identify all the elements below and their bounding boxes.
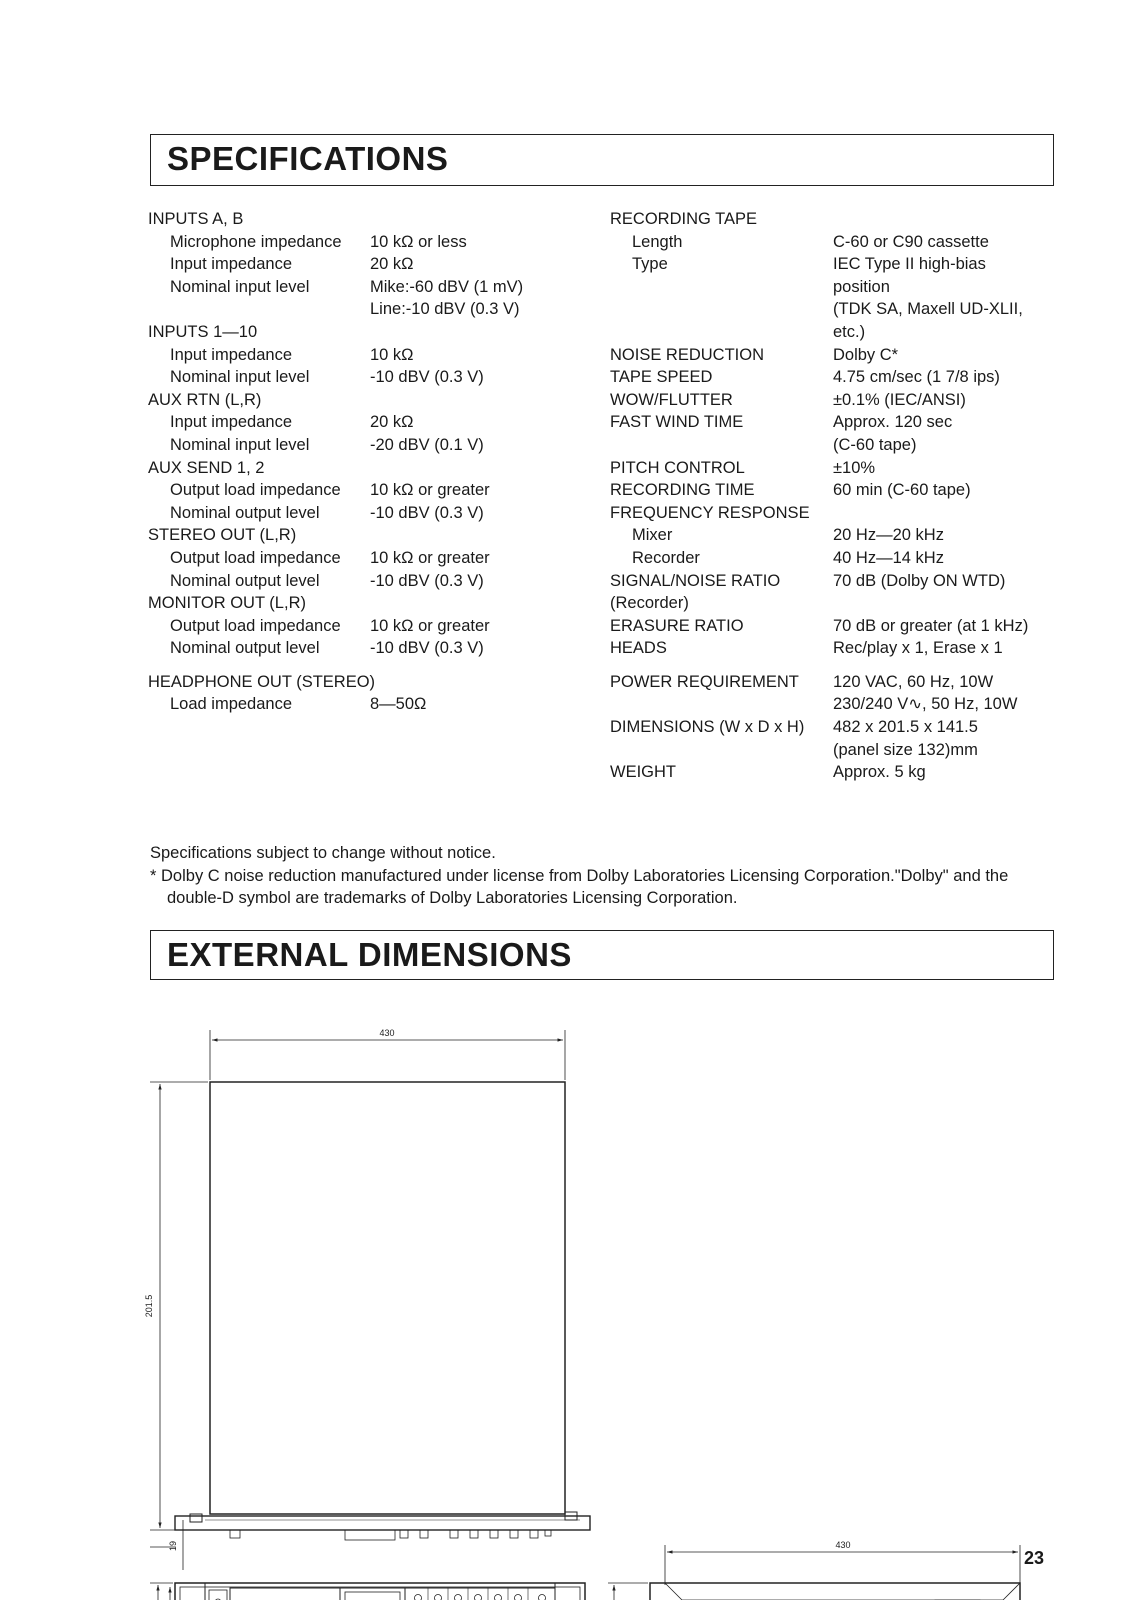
spec-label: Mixer <box>632 526 673 545</box>
spec-value: 40 Hz—14 kHz <box>833 548 944 567</box>
spec-value: 10 kΩ or less <box>370 232 467 251</box>
spec-value: C-60 or C90 cassette <box>833 232 989 251</box>
spec-label: Nominal output level <box>170 503 320 522</box>
spec-value: IEC Type II high-bias <box>833 255 986 274</box>
spec-value: -10 dBV (0.3 V) <box>370 639 484 658</box>
spec-value: 8—50Ω <box>370 695 427 714</box>
spec-value: ±10% <box>833 458 876 477</box>
spec-value: -10 dBV (0.3 V) <box>370 368 484 387</box>
spec-label: MONITOR OUT (L,R) <box>148 594 306 613</box>
rear-view-drawing <box>608 1545 1020 1600</box>
spec-value: (TDK SA, Maxell UD-XLII, <box>833 300 1023 319</box>
spec-value: 20 kΩ <box>370 255 414 274</box>
spec-label: Output load impedance <box>170 481 341 500</box>
spec-value: Approx. 120 sec <box>833 413 953 432</box>
spec-value: (panel size 132)mm <box>833 740 978 759</box>
knob-mark <box>415 1595 422 1600</box>
spec-value: etc.) <box>833 322 866 341</box>
spec-label: NOISE REDUCTION <box>610 345 765 364</box>
external-dimensions-title: EXTERNAL DIMENSIONS <box>167 936 572 973</box>
spec-label: INPUTS A, B <box>148 210 244 228</box>
spec-label: Input impedance <box>170 255 293 274</box>
spec-value: (C-60 tape) <box>833 435 917 454</box>
spec-label: RECORDING TIME <box>610 481 755 500</box>
spec-label: Type <box>632 255 668 274</box>
spec-label: STEREO OUT (L,R) <box>148 526 297 545</box>
spec-value: Mike:-60 dBV (1 mV) <box>370 277 524 296</box>
spec-label: Nominal output level <box>170 571 320 590</box>
spec-label: INPUTS 1—10 <box>148 322 258 341</box>
foot-height-label: 19 <box>168 1540 178 1552</box>
spec-label: Length <box>632 232 683 251</box>
front-view-drawing <box>150 1583 585 1600</box>
spec-label: PITCH CONTROL <box>610 458 745 477</box>
spec-value: Rec/play x 1, Erase x 1 <box>833 639 1003 658</box>
spec-value: 10 kΩ or greater <box>370 616 490 635</box>
spec-label: Microphone impedance <box>170 232 342 251</box>
knob-mark <box>455 1595 462 1600</box>
spec-value: 4.75 cm/sec (1 7/8 ips) <box>833 368 1000 387</box>
spec-label: WEIGHT <box>610 763 676 782</box>
spec-label: Recorder <box>632 548 700 567</box>
spec-label: (Recorder) <box>610 594 689 613</box>
spec-label: FREQUENCY RESPONSE <box>610 503 810 522</box>
spec-label: Load impedance <box>170 695 293 714</box>
dolby-note: * Dolby C noise reduction manufactured under license from Dolby Laboratories Licensing Corporation."Dolby" and the double-D symbol are trademarks of Dolby Laboratories Licensing Corporation. <box>150 866 1009 908</box>
spec-value: 20 kΩ <box>370 413 414 432</box>
spec-value: -10 dBV (0.3 V) <box>370 571 484 590</box>
spec-value: 10 kΩ or greater <box>370 548 490 567</box>
spec-value: -10 dBV (0.3 V) <box>370 503 484 522</box>
spec-label: POWER REQUIREMENT <box>610 672 799 691</box>
spec-label: Nominal output level <box>170 639 320 658</box>
spec-label: Input impedance <box>170 345 293 364</box>
spec-value: 120 VAC, 60 Hz, 10W <box>833 672 994 691</box>
spec-value: 70 dB (Dolby ON WTD) <box>833 571 1006 590</box>
spec-value: 10 kΩ or greater <box>370 481 490 500</box>
knob-mark <box>515 1595 522 1600</box>
spec-value: 60 min (C-60 tape) <box>833 481 971 500</box>
spec-value: 230/240 V∿, 50 Hz, 10W <box>833 695 1018 714</box>
page-number: 23 <box>1024 1548 1045 1568</box>
spec-label: HEADPHONE OUT (STEREO) <box>148 672 376 691</box>
spec-value: Line:-10 dBV (0.3 V) <box>370 300 520 319</box>
spec-label: Nominal input level <box>170 277 310 296</box>
spec-value: Dolby C* <box>833 345 899 364</box>
spec-label: Nominal input level <box>170 435 310 454</box>
specifications-title: SPECIFICATIONS <box>167 140 449 177</box>
spec-label: DIMENSIONS (W x D x H) <box>610 718 805 737</box>
knob-mark <box>495 1595 502 1600</box>
spec-label: Input impedance <box>170 413 293 432</box>
spec-label: Nominal input level <box>170 368 310 387</box>
spec-label: RECORDING TAPE <box>610 210 757 228</box>
spec-value: -20 dBV (0.1 V) <box>370 435 484 454</box>
spec-label: FAST WIND TIME <box>610 413 744 432</box>
spec-label: AUX RTN (L,R) <box>148 390 262 409</box>
spec-label: Output load impedance <box>170 616 341 635</box>
spec-label: ERASURE RATIO <box>610 616 744 635</box>
spec-label: SIGNAL/NOISE RATIO <box>610 571 781 590</box>
top-depth-label: 201.5 <box>144 1294 154 1318</box>
rear-width-label: 430 <box>835 1540 851 1550</box>
knob-mark <box>435 1595 442 1600</box>
spec-value: position <box>833 277 890 296</box>
spec-label: HEADS <box>610 639 667 658</box>
spec-change-note: Specifications subject to change without notice. <box>150 844 496 862</box>
spec-value: 20 Hz—20 kHz <box>833 526 944 545</box>
spec-value: Approx. 5 kg <box>833 763 926 782</box>
spec-value: 482 x 201.5 x 141.5 <box>833 718 978 737</box>
spec-label: TAPE SPEED <box>610 368 713 387</box>
spec-label: WOW/FLUTTER <box>610 390 733 409</box>
knob-mark <box>475 1595 482 1600</box>
top-width-label: 430 <box>379 1028 395 1038</box>
spec-label: Output load impedance <box>170 548 341 567</box>
knob-mark <box>539 1595 546 1600</box>
spec-value: 10 kΩ <box>370 345 414 364</box>
spec-value: ±0.1% (IEC/ANSI) <box>833 390 966 409</box>
top-view-drawing <box>150 1030 590 1570</box>
spec-value: 70 dB or greater (at 1 kHz) <box>833 616 1029 635</box>
spec-label: AUX SEND 1, 2 <box>148 458 265 477</box>
